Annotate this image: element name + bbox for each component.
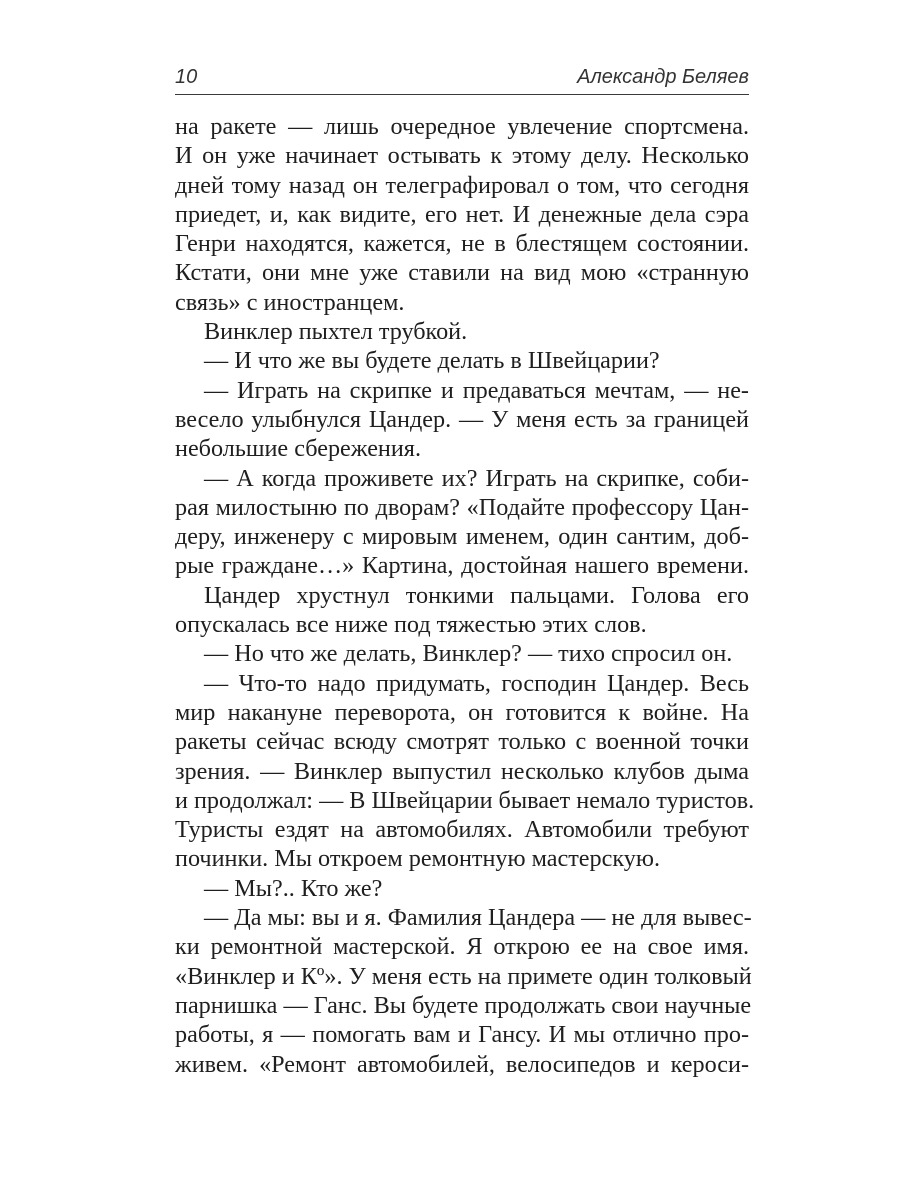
text-line: Цандер хрустнул тонкими пальцами. Голова его	[204, 581, 749, 609]
text-line: связь» с иностранцем.	[175, 288, 405, 316]
text-line: и продолжал: — В Швейцарии бывает немало туристов.	[175, 786, 755, 814]
text-line: ракеты сейчас всюду смотрят только с военной точки	[175, 728, 749, 756]
text-line: — Да мы: вы и я. Фамилия Цандера — не для вывес-	[204, 904, 752, 932]
text-line: Кстати, они мне уже ставили на вид мою «странную	[175, 259, 749, 287]
text-line: — А когда проживете их? Играть на скрипке, соби-	[204, 464, 749, 492]
body-text	[175, 112, 755, 1079]
text-line: живем. «Ремонт автомобилей, велосипедов и кероси-	[175, 1050, 749, 1078]
text-line: — Играть на скрипке и предаваться мечтам, — не-	[204, 376, 749, 404]
text-line: мир накануне переворота, он готовится к войне. На	[175, 698, 749, 726]
text-line: дней тому назад он телеграфировал о том, что сегодня	[175, 171, 749, 199]
text-line: рые граждане…» Картина, достойная нашего времени.	[175, 552, 749, 580]
text-line: И он уже начинает остывать к этому делу. Несколько	[175, 142, 749, 170]
text-line: — Что-то надо придумать, господин Цандер. Весь	[204, 669, 749, 697]
text-line: Генри находятся, кажется, не в блестящем состоянии.	[175, 230, 749, 258]
text-line: весело улыбнулся Цандер. — У меня есть за границей	[175, 405, 749, 433]
text-line: — Мы?.. Кто же?	[204, 874, 383, 902]
text-line: ки ремонтной мастерской. Я открою ее на свое имя.	[175, 933, 749, 961]
text-line: рая милостыню по дворам? «Подайте профессору Цан-	[175, 493, 749, 521]
text-line: работы, я — помогать вам и Гансу. И мы отлично про-	[175, 1021, 749, 1049]
header-rule	[175, 94, 749, 95]
author-name: Александр Беляев	[577, 66, 749, 88]
text-line: деру, инженеру с мировым именем, один сантим, доб-	[175, 523, 749, 551]
text-line: Туристы ездят на автомобилях. Автомобили требуют	[175, 816, 749, 844]
text-line: парнишка — Ганс. Вы будете продолжать свои научные	[175, 991, 752, 1019]
text-line: на ракете — лишь очередное увлечение спортсмена.	[175, 113, 749, 140]
page-number: 10	[175, 66, 198, 88]
text-line: зрения. — Винклер выпустил несколько клубов дыма	[175, 757, 749, 785]
text-line: починки. Мы откроем ремонтную мастерскую.	[175, 845, 660, 873]
text-line: — И что же вы будете делать в Швейцарии?	[204, 347, 660, 375]
running-head	[175, 64, 749, 94]
text-line: опускалась все ниже под тяжестью этих слов.	[175, 611, 647, 639]
text-line: небольшие сбережения.	[175, 435, 421, 463]
text-line: «Винклер и Кº». У меня есть на примете один толковый	[175, 962, 752, 990]
text-line: приедет, и, как видите, его нет. И денежные дела сэра	[175, 200, 749, 228]
text-line: — Но что же делать, Винклер? — тихо спросил он.	[204, 640, 733, 668]
text-line: Винклер пыхтел трубкой.	[204, 318, 468, 346]
